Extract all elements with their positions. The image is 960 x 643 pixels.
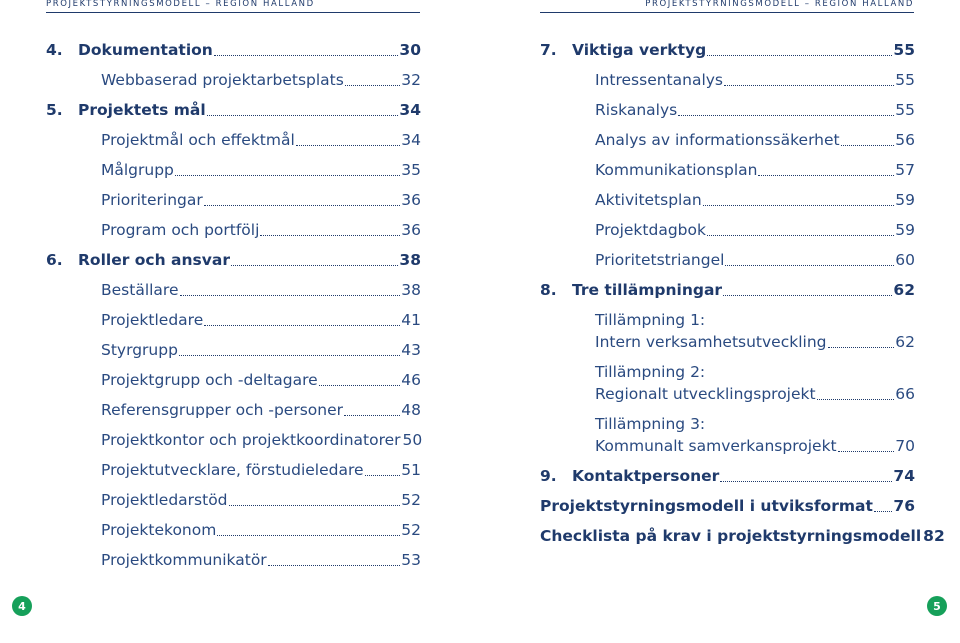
entry-title-line2: Kommunalt samverkansprojekt (595, 437, 837, 455)
dot-leader (758, 174, 894, 176)
page-ref: 34 (399, 101, 421, 119)
entry-title: Aktivitetsplan (595, 191, 702, 209)
entry-title: Projektekonom (101, 521, 217, 539)
toc-entry[interactable] (540, 125, 915, 155)
toc-chapter-6[interactable] (46, 245, 421, 275)
dot-leader (828, 347, 895, 348)
dot-leader (217, 534, 400, 536)
entry-title: Riskanalys (595, 101, 678, 119)
toc-entry[interactable] (46, 365, 421, 395)
toc-entry-fold-out[interactable] (540, 491, 915, 521)
page-ref: 51 (401, 461, 421, 479)
page-ref: 34 (401, 131, 421, 149)
toc-entry[interactable] (46, 65, 421, 95)
page-ref: 50 (402, 431, 423, 449)
page-ref: 41 (401, 311, 421, 329)
entry-title: Styrgrupp (101, 341, 178, 359)
entry-title: Projektkommunikatör (101, 551, 267, 569)
entry-title-line2: Intern verksamhetsutveckling (595, 333, 827, 351)
dot-leader (707, 54, 892, 56)
toc-entry[interactable] (46, 305, 421, 335)
dot-leader (345, 84, 400, 86)
toc-entry[interactable] (46, 455, 421, 485)
chapter-number: 8. (540, 281, 557, 299)
entry-title: Kontaktpersoner (572, 467, 720, 485)
dot-leader (874, 510, 893, 512)
toc-chapter-5[interactable] (46, 95, 421, 125)
dot-leader (723, 294, 892, 296)
page-ref: 76 (893, 497, 915, 515)
entry-title: Viktiga verktyg (572, 41, 707, 59)
dot-leader (817, 399, 895, 400)
page-ref: 52 (401, 491, 421, 509)
page-number-left: 4 (12, 596, 32, 616)
page-ref: 56 (895, 131, 915, 149)
toc-entry[interactable] (540, 65, 915, 95)
page-ref: 38 (399, 251, 421, 269)
toc-entry[interactable] (540, 155, 915, 185)
page-ref: 55 (895, 71, 915, 89)
page-ref: 36 (401, 221, 421, 239)
entry-title: Projektstyrningsmodell i utviksformat (540, 497, 873, 515)
header-rule-left (46, 12, 420, 13)
dot-leader (229, 504, 401, 506)
page-ref: 70 (895, 437, 915, 455)
entry-title: Kommunikationsplan (595, 161, 758, 179)
entry-title: Checklista på krav i projektstyrningsmodell (540, 527, 922, 545)
toc-entry-checklist[interactable] (540, 521, 945, 551)
dot-leader (841, 144, 895, 146)
toc-entry-application-1[interactable] (540, 309, 915, 357)
dot-leader (175, 174, 400, 176)
chapter-number: 4. (46, 41, 63, 59)
toc-entry[interactable] (46, 545, 421, 575)
entry-title-line1: Tillämpning 1: (595, 311, 706, 329)
toc-entry[interactable] (46, 125, 421, 155)
dot-leader (268, 564, 401, 566)
entry-title: Projektets mål (78, 101, 206, 119)
page-ref: 55 (893, 41, 915, 59)
page-ref: 74 (893, 467, 915, 485)
toc-entry[interactable] (540, 95, 915, 125)
entry-title: Projektledarstöd (101, 491, 228, 509)
page-ref: 62 (895, 333, 915, 351)
entry-title: Projektgrupp och -deltagare (101, 371, 318, 389)
entry-title-line1: Tillämpning 3: (595, 415, 706, 433)
toc-entry[interactable] (540, 245, 915, 275)
dot-leader (231, 264, 398, 266)
page-ref: 43 (401, 341, 421, 359)
dot-leader (720, 480, 892, 482)
header-rule-right (540, 12, 914, 13)
entry-title: Målgrupp (101, 161, 174, 179)
dot-leader (204, 204, 401, 206)
toc-entry[interactable] (46, 395, 421, 425)
page-number-right: 5 (927, 596, 947, 616)
toc-entry[interactable] (46, 215, 421, 245)
dot-leader (838, 451, 895, 452)
page-ref: 53 (401, 551, 421, 569)
dot-leader (214, 54, 399, 56)
toc-right-column (540, 35, 945, 551)
toc-chapter-8[interactable] (540, 275, 915, 305)
page-ref: 32 (401, 71, 421, 89)
entry-title: Roller och ansvar (78, 251, 230, 269)
entry-title: Analys av informationssäkerhet (595, 131, 840, 149)
toc-chapter-7[interactable] (540, 35, 915, 65)
toc-entry[interactable] (46, 515, 421, 545)
page-ref: 48 (401, 401, 421, 419)
dot-leader (365, 474, 401, 476)
dot-leader (724, 84, 894, 86)
dot-leader (707, 234, 894, 236)
entry-title-line2: Regionalt utvecklingsprojekt (595, 385, 816, 403)
dot-leader (703, 204, 895, 206)
page-ref: 59 (895, 221, 915, 239)
entry-title: Tre tillämpningar (572, 281, 723, 299)
dot-leader (207, 114, 399, 116)
dot-leader (344, 414, 400, 416)
entry-title: Projektkontor och projektkoordinatorer (101, 431, 401, 449)
page-ref: 62 (893, 281, 915, 299)
page-ref: 60 (895, 251, 915, 269)
toc-entry[interactable] (46, 275, 421, 305)
entry-title: Program och portfölj (101, 221, 260, 239)
toc-entry[interactable] (46, 185, 421, 215)
page-ref: 36 (401, 191, 421, 209)
dot-leader (296, 144, 400, 146)
page-ref: 35 (401, 161, 421, 179)
page-ref: 52 (401, 521, 421, 539)
running-header-left: PROJEKTSTYRNINGSMODELL – REGION HALLAND (46, 0, 315, 9)
running-header-right: PROJEKTSTYRNINGSMODELL – REGION HALLAND (645, 0, 914, 9)
toc-chapter-9[interactable] (540, 461, 915, 491)
toc-chapter-4[interactable] (46, 35, 421, 65)
entry-title: Projektmål och effektmål (101, 131, 295, 149)
toc-entry[interactable] (46, 155, 421, 185)
page-ref: 38 (401, 281, 421, 299)
page-ref: 82 (923, 527, 945, 545)
dot-leader (319, 384, 401, 386)
entry-title: Referensgrupper och -personer (101, 401, 344, 419)
entry-title: Prioritetstriangel (595, 251, 725, 269)
dot-leader (725, 264, 894, 266)
toc-entry[interactable] (540, 215, 915, 245)
toc-entry[interactable] (46, 485, 421, 515)
toc-left-column (46, 35, 421, 575)
page-ref: 57 (895, 161, 915, 179)
entry-title: Dokumentation (78, 41, 213, 59)
toc-entry[interactable] (46, 425, 421, 455)
dot-leader (179, 354, 400, 356)
chapter-number: 6. (46, 251, 63, 269)
entry-title: Beställare (101, 281, 179, 299)
entry-title: Webbaserad projektarbetsplats (101, 71, 344, 89)
toc-entry[interactable] (540, 185, 915, 215)
entry-title: Projektutvecklare, förstudieledare (101, 461, 364, 479)
dot-leader (180, 294, 401, 296)
entry-title: Prioriteringar (101, 191, 203, 209)
page-ref: 66 (895, 385, 915, 403)
dot-leader (260, 234, 400, 236)
chapter-number: 9. (540, 467, 557, 485)
entry-title: Projektledare (101, 311, 204, 329)
dot-leader (204, 324, 400, 326)
toc-entry-application-2[interactable] (540, 361, 915, 409)
toc-entry-application-3[interactable] (540, 413, 915, 461)
page-ref: 59 (895, 191, 915, 209)
toc-entry[interactable] (46, 335, 421, 365)
entry-title-line1: Tillämpning 2: (595, 363, 706, 381)
chapter-number: 7. (540, 41, 557, 59)
page-ref: 30 (399, 41, 421, 59)
page-ref: 46 (401, 371, 421, 389)
entry-title: Projektdagbok (595, 221, 706, 239)
entry-title: Intressentanalys (595, 71, 724, 89)
dot-leader (678, 114, 894, 116)
page-ref: 55 (895, 101, 915, 119)
chapter-number: 5. (46, 101, 63, 119)
